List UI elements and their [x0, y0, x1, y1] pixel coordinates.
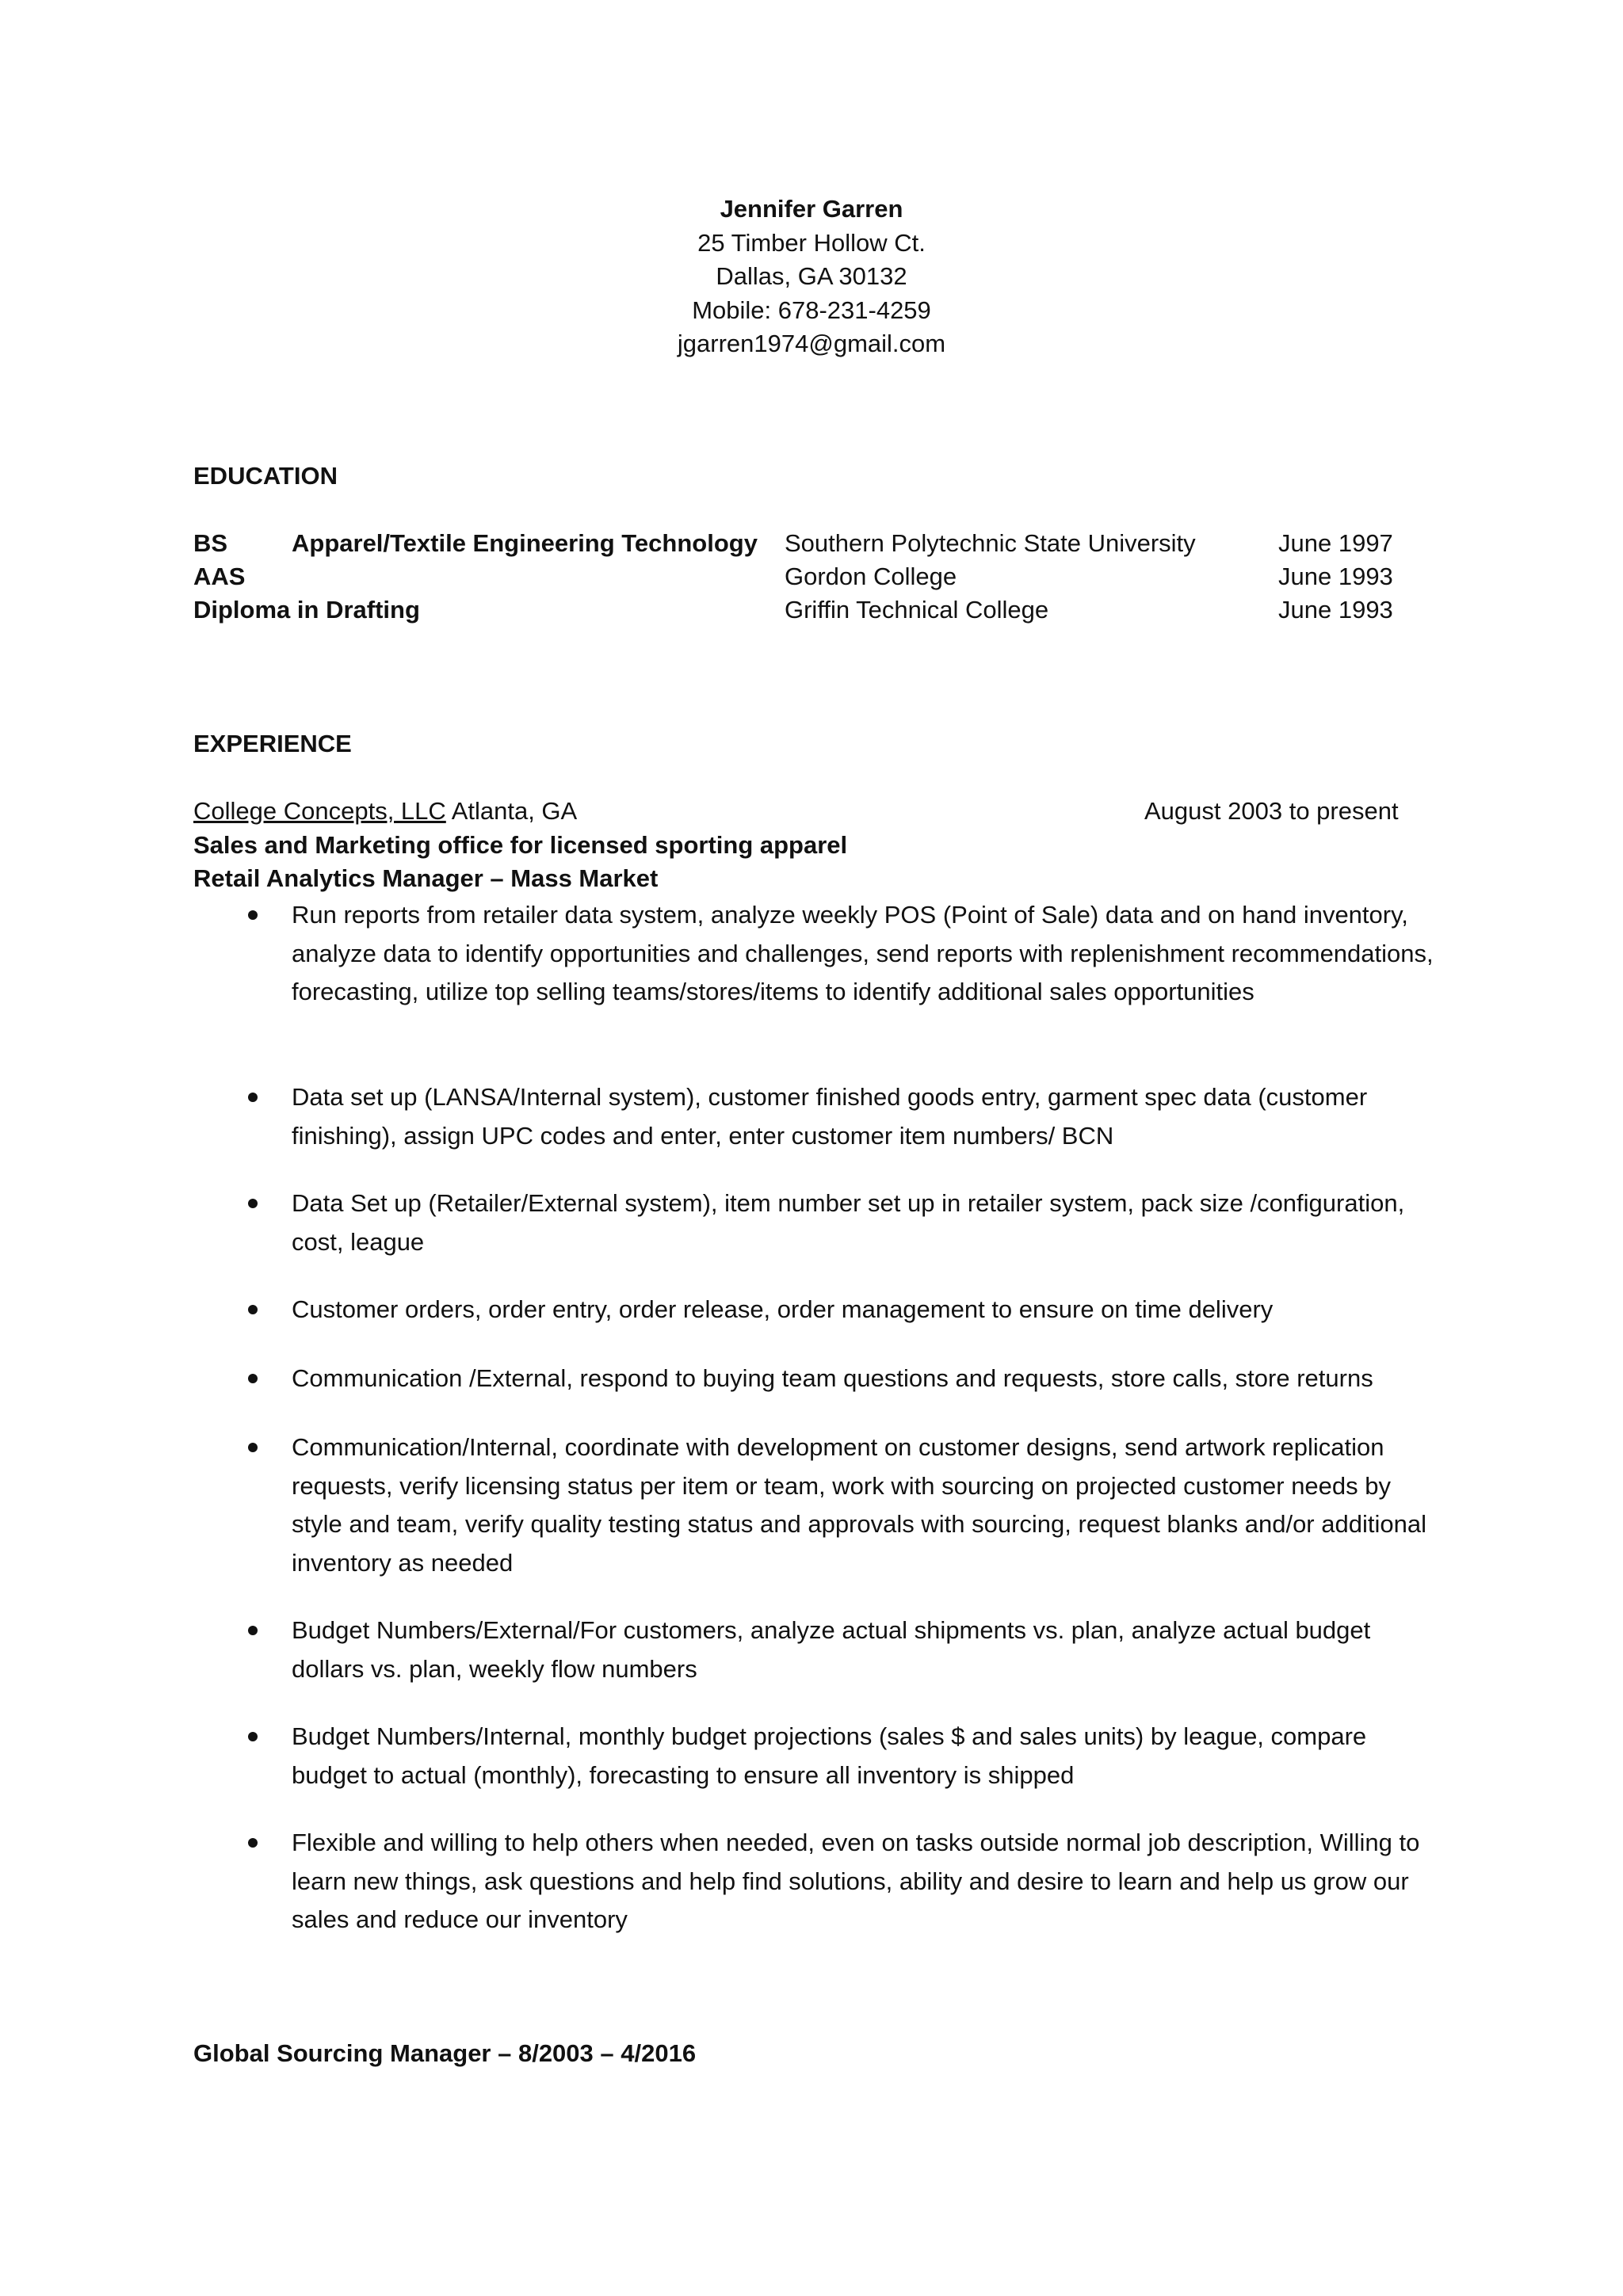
bullet-icon	[248, 1732, 258, 1741]
applicant-name: Jennifer Garren	[720, 195, 903, 223]
list-item-text: Flexible and willing to help others when needed, even on tasks outside normal job description, Willing to learn new things, ask questions and help find solutions, ability and desire to learn and help us grow our sales and reduce our inventory	[292, 1829, 1420, 1933]
employer-location: Atlanta, GA	[445, 797, 578, 825]
experience-heading: EXPERIENCE	[193, 730, 352, 757]
graduation-date: June 1993	[1278, 596, 1393, 624]
school-name: Gordon College	[785, 563, 957, 590]
list-item-text: Customer orders, order entry, order release, order management to ensure on time delivery	[292, 1295, 1274, 1323]
graduation-date: June 1993	[1278, 563, 1393, 590]
address-line-1: 25 Timber Hollow Ct.	[697, 228, 926, 257]
graduation-date: June 1997	[1278, 529, 1393, 557]
degree: BS	[193, 529, 228, 557]
education-heading: EDUCATION	[193, 462, 338, 490]
list-item-text: Communication /External, respond to buying team questions and requests, store calls, store returns	[292, 1364, 1373, 1392]
list-item-text: Run reports from retailer data system, analyze weekly POS (Point of Sale) data and on hand inventory, analyze data to identify opportunities and challenges, send reports with replenishment recommendations, forecasting, utilize top selling teams/stores/items to identify additional sales opportunities	[292, 901, 1434, 1005]
employer-line	[193, 796, 577, 826]
bullet-icon	[248, 1626, 258, 1635]
education-row	[0, 528, 1623, 562]
education-row	[0, 562, 1623, 595]
bullet-icon	[248, 1374, 258, 1383]
list-item-text: Budget Numbers/Internal, monthly budget projections (sales $ and sales units) by league, compare budget to actual (monthly), forecasting to ensure all inventory is shipped	[292, 1722, 1367, 1789]
school-name: Griffin Technical College	[785, 596, 1049, 624]
employment-dates: August 2003 to present	[1144, 797, 1399, 825]
list-item-text: Communication/Internal, coordinate with development on customer designs, send artwork replication requests, verify licensing status per item or team, work with sourcing on projected customer needs by style and team, verify quality testing status and approvals with sourcing, request blanks and/or additional inventory as needed	[292, 1433, 1426, 1577]
bullet-icon	[248, 1093, 258, 1102]
degree: Diploma in Drafting	[193, 596, 420, 624]
address-line-2: Dallas, GA 30132	[716, 262, 907, 290]
school-name: Southern Polytechnic State University	[785, 529, 1196, 557]
contact-header	[0, 193, 1623, 361]
bullet-icon	[248, 1838, 258, 1848]
list-item-text: Data set up (LANSA/Internal system), customer finished goods entry, garment spec data (customer finishing), assign UPC codes and enter, enter customer item numbers/ BCN	[292, 1083, 1368, 1150]
list-item-text: Data Set up (Retailer/External system), item number set up in retailer system, pack size /configuration, cost, league	[292, 1189, 1405, 1256]
job-title: Retail Analytics Manager – Mass Market	[193, 864, 659, 892]
bullet-icon	[248, 1305, 258, 1314]
phone-number: Mobile: 678-231-4259	[692, 296, 931, 324]
email-address: jgarren1974@gmail.com	[677, 330, 946, 357]
degree: AAS	[193, 563, 246, 590]
next-job-title: Global Sourcing Manager – 8/2003 – 4/2016	[193, 2039, 697, 2067]
bullet-icon	[248, 1443, 258, 1452]
bullet-icon	[248, 910, 258, 920]
bullet-icon	[248, 1199, 258, 1208]
employer-description: Sales and Marketing office for licensed sporting apparel	[193, 831, 848, 859]
list-item-text: Budget Numbers/External/For customers, analyze actual shipments vs. plan, analyze actual budget dollars vs. plan, weekly flow numbers	[292, 1616, 1371, 1683]
employer-name: College Concepts, LLC	[193, 797, 446, 825]
field-of-study: Apparel/Textile Engineering Technology	[292, 529, 758, 557]
education-row	[0, 595, 1623, 628]
